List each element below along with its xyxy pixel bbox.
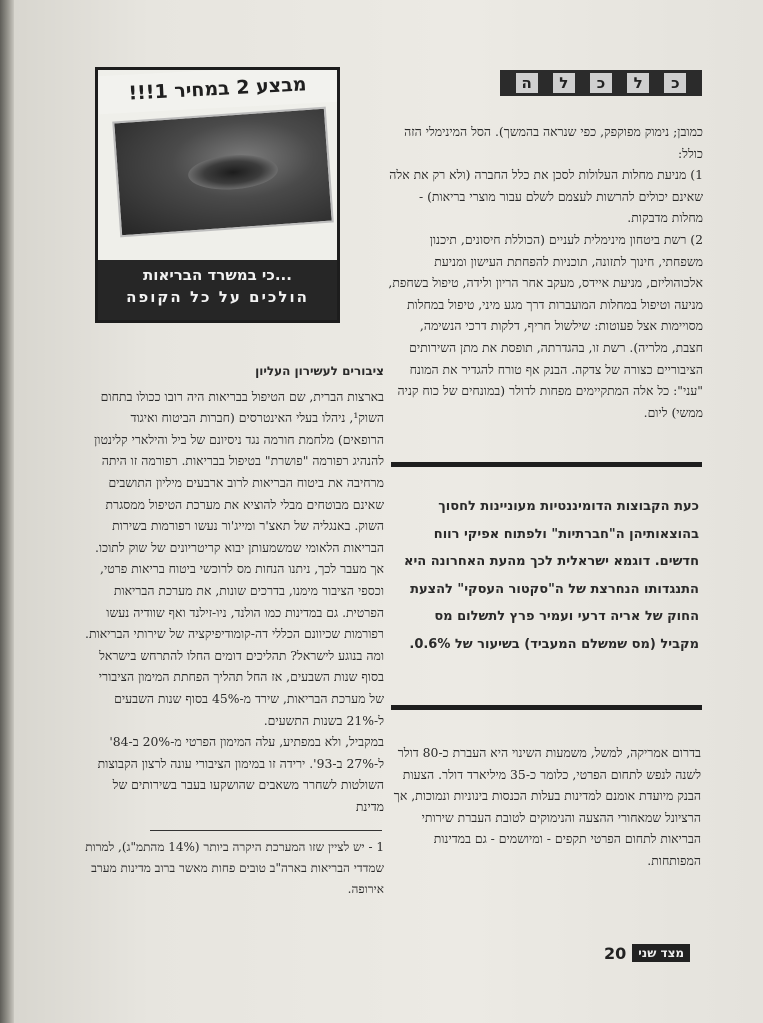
eye-image	[187, 152, 279, 192]
paragraph: במקביל, ולא במפתיע, עלה המימון הפרטי מ-20% ב-84' ל-27% ב-93'. ירידה זו במימון הציבורי עונה לרצון הקבוצות השולטות לשחרר משאבים שהושקעו בעבר בשירותים של מדינת	[97, 734, 384, 814]
book-binding-shadow	[0, 0, 14, 1023]
paragraph: בארצות הברית, שם הטיפול בבריאות היה רובו ככולו בתחום השוק¹, ניהלו בעלי האינטרסים (חברות הביטוח ואיגוד הרופאים) מלחמת חורמה נגד ניסיונם של ביל והילארי קלינטון להנהיג רפורמה "פושרת" בטיפול בבריאות. רפורמה זו היתה מרחיבה את ביטוח הבריאות לרוב ארבעים מיליון התושבים שאינם מבוטחים מבלי להוציא את מערכת הטיפול ממסגרת השוק. באנגליה של תאצ'ר ומייג'ור נעשו רפורמות בשירות הבריאות הלאומי שמשמעותן יבוא קריטריונים של שוק לתוכו. אך מעבר לכך, ניתנו הנחות מס לרוכשי ביטוח בריאות פרטי, וכספי הציבור מימנו, בדרכים שונות, את מערכת הבריאות הפרטית. גם במדינות כמו הולנד, ניו-זילנד ואף שוודיה נעשו רפורמות שכיוונם הכללי דה-קומודיפיקציה של שירותי הבריאות.	[85, 388, 384, 642]
footnote: 1 - יש לציין שזו המערכת היקרה ביותר (14% מהתמ"ג), למרות שמדדי הבריאות בארה"ב טובים פחות מאשר ברוב מדינות מערב אירופה.	[85, 840, 384, 896]
left-column-text	[84, 361, 384, 817]
page-footer	[604, 942, 708, 964]
section-letter: ל	[627, 73, 649, 93]
section-letter: ה	[516, 73, 538, 93]
section-letter: כ	[590, 73, 612, 93]
page-number: 20	[604, 943, 627, 963]
right-column-text	[385, 121, 703, 423]
pull-quote: כעת הקבוצות הדומיננטיות מעוניינות לחסוך בהוצאותיהן ה"חברתיות" ולפתוח אפיקי רווח חדשים. דוגמא ישראלית לכך מהעת האחרונה היא התנגדותו הנחרצת של ה"סקטור העסקי" להצעת החוק של אריה דרעי ועמיר פרץ לתשלום מס מקביל (מס שמשלם המעביד) בשיעור של 0.6%.	[403, 499, 699, 652]
ad-caption-line-2: הולכים על כל הקופה	[126, 288, 309, 306]
ad-caption-line-1: ...כי במשרד הבריאות	[143, 266, 292, 284]
section-banner	[500, 70, 702, 96]
paragraph: 1) מניעת מחלות העלולות לסכן את כלל החברה (ולא רק את אלה שאינם יכולים להרשות לעצמם לשלם עבור מוצרי בריאות) - מחלות מדבקות.	[389, 167, 703, 226]
paragraph: בדרום אמריקה, למשל, משמעות השינוי היא העברת כ-80 דולר לשנה לנפש לתחום הפרטי, כלומר כ-35 מיליארד דולר. הצעות הבנק מיועדת אומנם למדינות בעלות הכנסות בינוניות ונמוכות, אך הרציונל שמאחורי ההצעה והנימוקים לטובת העברת שירותי הבריאות לתחום הפרטי תקפים - ומיושמים - גם במדינות המפותחות.	[393, 745, 701, 868]
magazine-brand: מצד שני	[632, 944, 690, 962]
subheading: ציבורים לעשירון העליון	[255, 364, 384, 378]
advertisement-box	[95, 67, 340, 323]
ad-caption	[98, 260, 337, 320]
section-letter: כ	[664, 73, 686, 93]
footnote-divider	[150, 830, 382, 831]
ad-eye-photo	[112, 107, 334, 238]
ad-headline: מבצע 2 במחיר 1!!!	[97, 67, 338, 114]
paragraph: כמובן; נימוק מפוקפק, כפי שנראה בהמשך). הסל המינימלי הזה כולל:	[404, 124, 703, 161]
pull-quote-bottom-rule	[391, 705, 702, 710]
paragraph: ומה בנוגע לישראל? תהליכים דומים החלו להתרחש בישראל בסוף שנות השבעים, אז החל תהליך הפחתת המימון הציבורי של מערכת הבריאות, שירד מ-45% בסוף שנות השבעים ל-21% בשנות התשעים.	[98, 647, 384, 728]
pull-quote-top-rule	[391, 462, 702, 467]
paragraph: 2) רשת ביטחון מינימלית לעניים (הכוללת חיסונים, תיכנון משפחתי, חינוך לתזונה, תוכניות להפחתת העישון ומניעת אלכוהוליזם, מניעת איידס, מעקב אחר הריון ולידה, טיפול בשחפת, מניעה וטיפול במחלות המועברות דרך מגע מיני, טיפול במחלות מסויימות אצל פעוטות: שילשול חריף, דלקות דרכי הנשימה, חצבת, מלריה). רשת זו, בהגדרתה, תופסת את מתן השירותים הציבוריים כצורה של צדקה. הבנק אף טורח להגדיר את המונח "עני": כל אלה המתקיימים מפחות לדולר (במונחים של כוח קניה ממשי) ליום.	[388, 231, 703, 420]
right-column-lower-text	[391, 742, 701, 872]
section-letter: ל	[553, 73, 575, 93]
